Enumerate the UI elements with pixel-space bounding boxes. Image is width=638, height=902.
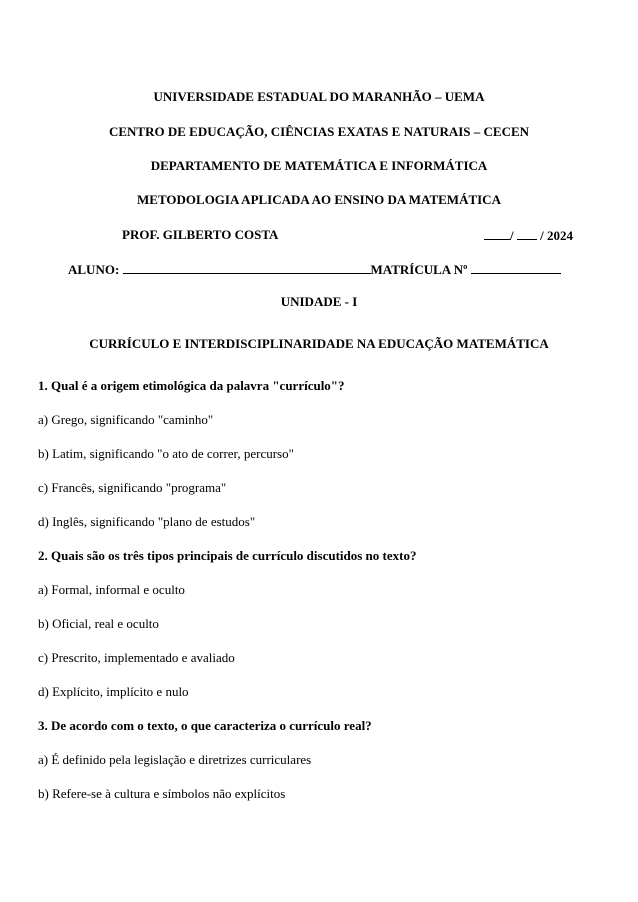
center-name: CENTRO DE EDUCAÇÃO, CIÊNCIAS EXATAS E NATURAIS – CECEN xyxy=(108,124,530,139)
question-3-option-b: b) Refere-se à cultura e símbolos não explícitos xyxy=(38,786,286,801)
university-name: UNIVERSIDADE ESTADUAL DO MARANHÃO – UEMA xyxy=(153,89,485,104)
question-2-option-d: d) Explícito, implícito e nulo xyxy=(38,684,189,699)
course-name: METODOLOGIA APLICADA AO ENSINO DA MATEMÁTICA xyxy=(137,192,501,207)
department-name: DEPARTAMENTO DE MATEMÁTICA E INFORMÁTICA xyxy=(150,158,488,173)
registration-label: MATRÍCULA Nº xyxy=(370,262,468,277)
question-1-option-b: b) Latim, significando "o ato de correr, percurso" xyxy=(38,446,294,461)
professor-name: PROF. GILBERTO COSTA xyxy=(122,227,279,242)
date-field xyxy=(484,227,573,244)
question-3: 3. De acordo com o texto, o que caracteriza o currículo real? xyxy=(38,718,372,733)
question-2: 2. Quais são os três tipos principais de currículo discutidos no texto? xyxy=(38,548,417,563)
document-title: CURRÍCULO E INTERDISCIPLINARIDADE NA EDUCAÇÃO MATEMÁTICA xyxy=(89,336,549,351)
registration-blank xyxy=(471,261,561,274)
date-separator-1: / xyxy=(510,228,514,243)
question-1-option-c: c) Francês, significando "programa" xyxy=(38,480,227,495)
day-blank xyxy=(484,227,510,240)
question-3-option-a: a) É definido pela legislação e diretrizes curriculares xyxy=(38,752,312,767)
month-blank xyxy=(517,227,537,240)
date-separator-2: / 2024 xyxy=(540,228,573,243)
student-name-blank xyxy=(123,261,371,274)
question-1-option-d: d) Inglês, significando "plano de estudos" xyxy=(38,514,256,529)
unit-label: UNIDADE - I xyxy=(280,294,358,309)
question-1: 1. Qual é a origem etimológica da palavra "currículo"? xyxy=(38,378,345,393)
question-1-option-a: a) Grego, significando "caminho" xyxy=(38,412,214,427)
student-label: ALUNO: xyxy=(68,262,120,277)
question-2-option-c: c) Prescrito, implementado e avaliado xyxy=(38,650,235,665)
student-field xyxy=(68,261,561,278)
question-2-option-b: b) Oficial, real e oculto xyxy=(38,616,159,631)
question-2-option-a: a) Formal, informal e oculto xyxy=(38,582,185,597)
